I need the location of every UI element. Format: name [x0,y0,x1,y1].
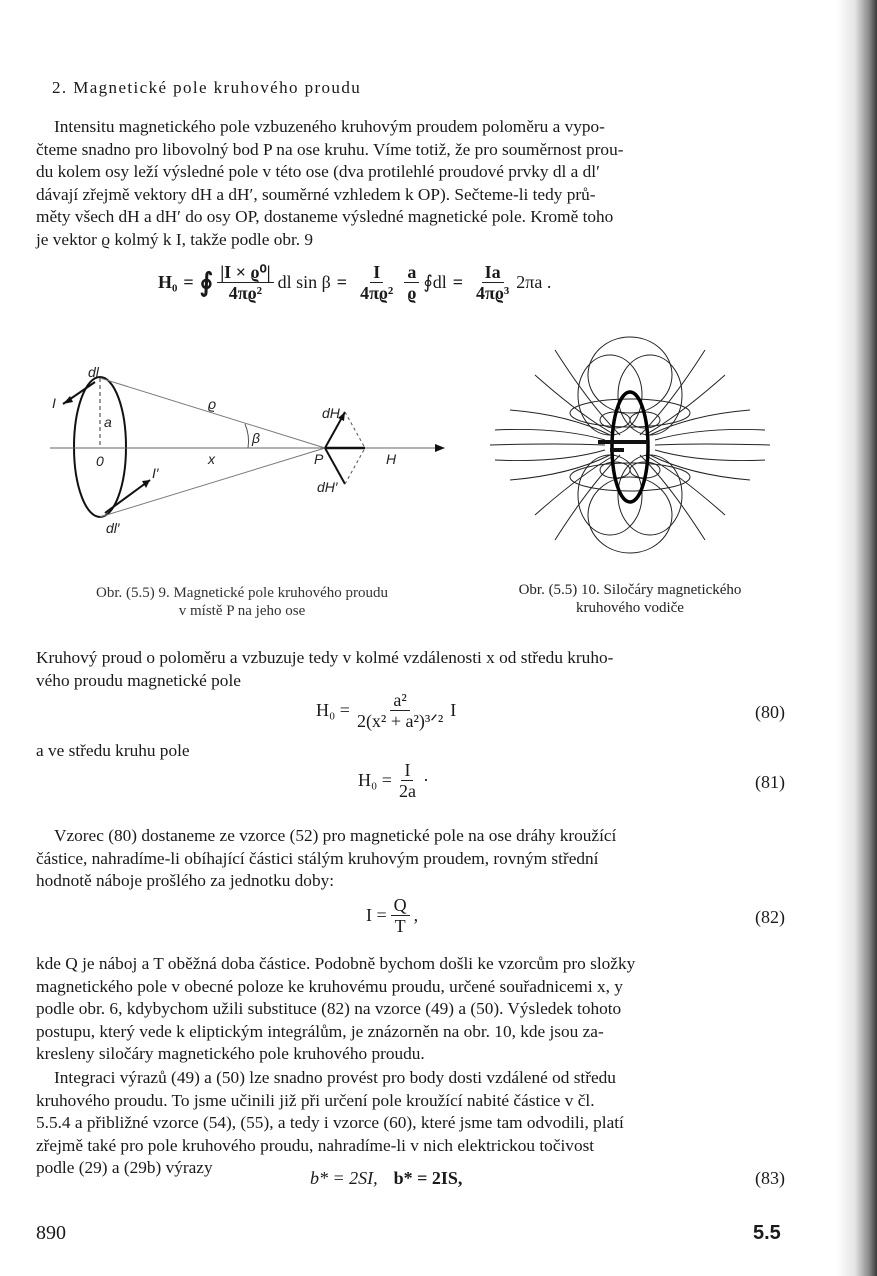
page-edge-shadow [837,0,877,1276]
paragraph-2: Kruhový proud o poloměru a vzbuzuje tedy v kolmé vzdálenosti x od středu kruho- vého proudu magnetické pole [36,648,614,690]
fraction: $\frac{a}{ϱ}$ [404,262,419,303]
label-H: H [386,451,397,467]
text-line: dávají zřejmě vektory dH a dH′, souměrné vzhledem k OP). Sečteme-li tedy prů- [36,184,596,204]
equation-number-80: (80) [755,702,785,722]
equation-number-83: (83) [755,1168,785,1188]
label-dl: dl [88,364,99,380]
section-title: 2. Magnetické pole kruhového proudu [52,78,362,97]
label-rho: ϱ [208,396,217,412]
equation-81: H₀ = $\frac{I}{2a}$ · [358,760,429,801]
text-line: čteme snadno pro libovolný bod P na ose kruhu. Víme totiž, že pro souměrnost prou- [36,139,624,159]
equation-main: H₀ = ∮ $\frac{\text{|I × ϱ⁰|}}{\text{4πϱ²}}$ dl sin β = $\frac{I}{\text{4πϱ²}}$ $\frac{a}{ϱ}$ ∮dl = $\frac{Ia}{\text{4πϱ³}}$ 2πa . [158,262,552,303]
paragraph-3: a ve středu kruhu pole [36,741,190,760]
figure-10-field-lines [480,335,780,560]
equation-83: b* = 2SI, b* = 2IS, [310,1168,463,1188]
equation-82: I = $\frac{Q}{T}$ , [366,895,419,936]
label-I: I [52,395,56,411]
paragraph-6: Integraci výrazů (49) a (50) lze snadno provést pro body dosti vzdálené od středu kruhového proudu. To jsme učinili již při určení pole kroužící nabité částice v čl. 5.5.4 a přibližné vzorce (54), (55), a tedy i vzorce (60), které jsme tam odvodili, platí zřejmě také pro pole kruhového proudu, nahradíme-li v nich elektrickou točivost podle (29) a (29b) výrazy [36,1068,624,1178]
paragraph-5: kde Q je náboj a T oběžná doba částice. Podobně bychom došli ke vzorcům pro složky magnetického pole v obecné poloze ke kruhovému proudu, určené souřadnicemi x, y podle obr. 6, kdybychom užili substituce (82) na vzorce (49) a (50). Výsledek tohoto postupu, který vede k eliptickým integrálům, je znázorněn na obr. 10, kde jsou za- kresleny siločáry magnetického pole kruhového proudu. [36,954,636,1064]
chapter-number: 5.5 [753,1222,781,1244]
figure-9-diagram [40,360,450,550]
label-dH-prime: dH′ [317,479,338,495]
figure-9-caption: Obr. (5.5) 9. Magnetické pole kruhového proudu v místě P na jeho ose [95,585,389,619]
page-number: 890 [36,1222,66,1244]
figure-10-caption: Obr. (5.5) 10. Siločáry magnetického kruhového vodiče [518,582,742,616]
text-line: Intensitu magnetického pole vzbuzeného kruhovým proudem poloměru a vypo- [54,117,605,136]
label-I-prime: I′ [152,465,159,481]
equation-number-81: (81) [755,772,785,792]
paragraph-4: Vzorec (80) dostaneme ze vzorce (52) pro magnetické pole na ose dráhy kroužící částice, nahradíme-li obíhající částici stálým kruhovým proudem, rovným střední hodnotě náboje prošlého za jednotku doby: [36,826,617,891]
eq-lhs: H₀ [158,272,178,292]
text-line: je vektor ϱ kolmý k I, takže podle obr. 9 [36,229,314,249]
text-line: du kolem osy leží výsledné pole v této ose (dva protilehlé proudové prvky dl a dl′ [36,162,600,182]
equation-number-82: (82) [755,907,785,927]
text-line: měty všech dH a dH′ do osy OP, dostaneme výsledné magnetické pole. Kromě toho [36,207,614,227]
contour-integral-symbol: ∮ [199,267,214,297]
label-a: a [104,414,112,430]
fraction: $\frac{Ia}{\text{4πϱ³}}$ [475,262,510,303]
label-O: 0 [96,453,104,469]
eq-sign: = [183,272,194,292]
label-P: P [314,451,324,467]
label-dH: dH [322,405,340,421]
label-dl-prime: dl′ [106,520,120,536]
label-x: x [208,451,215,467]
fraction: $\frac{I}{\text{4πϱ²}}$ [360,262,394,303]
equation-80: H₀ = $\frac{\text{a²}}{\text{2(x² + a²)³ᐟ²}}$ I [316,690,457,731]
fraction: $\frac{\text{|I × ϱ⁰|}}{\text{4πϱ²}}$ [217,262,273,303]
intro-paragraph [36,116,784,252]
label-beta: β [252,430,260,446]
